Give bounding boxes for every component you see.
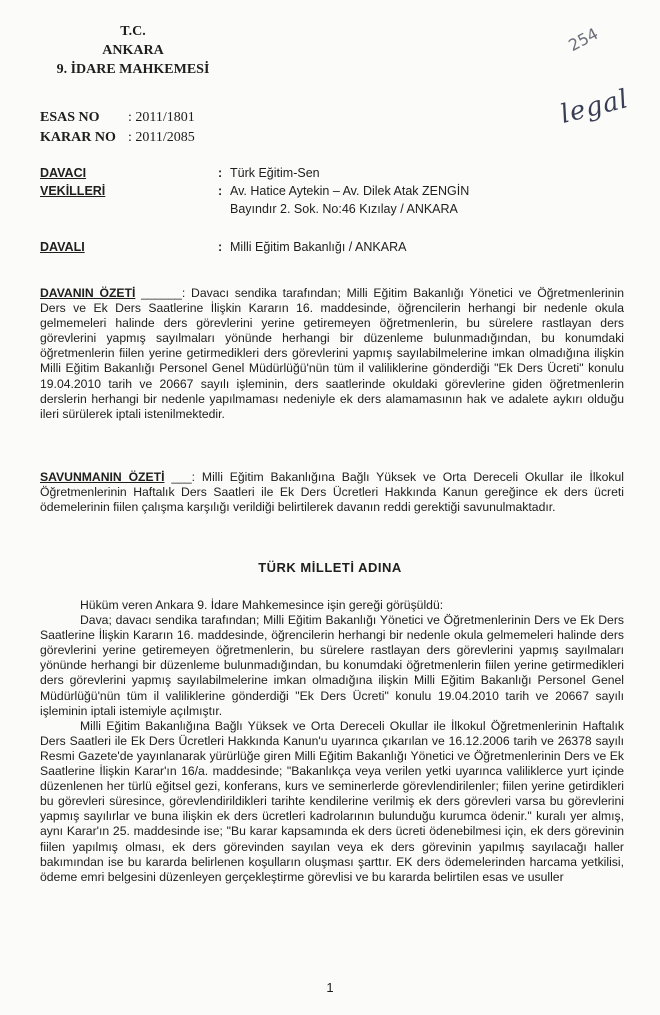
parties-block [40, 166, 640, 258]
body-paragraph: Dava; davacı sendika tarafından; Milli Eğitim Bakanlığı Yönetici ve Öğretmenlerinin Ders ve Ek Ders Saatlerine İlişkin Kararın 16. maddesinde, öğrencilerin herhangi bir nedenle okula gelmemeleri halinde ders görevlerini yerine getiremeyen öğretmenlerin, bu sürelere rastlayan ders görevlerini yapmış sayılmaları yönünde herhangi bir düzenleme bulunmadığından, bu konumdaki öğretmenlerin fiilen yerine getirmedikleri ders görevlerini yapmış sayılabilmelerine imkan olmadığına ilişkin Milli Eğitim Bakanlığı Personel Genel Müdürlüğü'nün tüm il valiliklerine gönderdiği "Ek Ders Ücreti" konulu 19.04.2010 tarih ve 20667 sayılı işleminin iptali istemiyle açılmıştır. [40, 613, 624, 718]
colon: ___: [164, 470, 202, 484]
esas-value: : 2011/1801 [128, 110, 195, 125]
colon: ______: [135, 286, 192, 300]
case-numbers [40, 108, 195, 148]
davaci-row [40, 166, 640, 184]
vekilleri-label: VEKİLLERİ [40, 184, 106, 198]
header-tc: T.C. [120, 24, 146, 39]
karar-row [40, 128, 195, 148]
vekilleri-row [40, 184, 640, 202]
defense-summary-label: SAVUNMANIN ÖZETİ [40, 470, 165, 484]
karar-label: KARAR NO [40, 130, 116, 145]
esas-label: ESAS NO [40, 110, 100, 125]
header-city: ANKARA [102, 43, 164, 58]
court-header [28, 22, 238, 79]
davaci-label: DAVACI [40, 166, 87, 180]
defense-summary-text: Milli Eğitim Bakanlığına Bağlı Yüksek ve Orta Dereceli Okullar ile İlkokul Öğretmenlerinin Haftalık Ders Saatleri ile Ek Ders Ücretleri Hakkında Kanun gereğince ek ders ücreti ödemelerinin fiilen çalışma karşılığı verildiği belirtilerek davanın reddi gerektiği savunulmaktadır. [40, 470, 624, 515]
defense-summary [40, 470, 624, 515]
page-number: 1 [326, 980, 334, 995]
judgment-title: TÜRK MİLLETİ ADINA [258, 560, 402, 575]
body-paragraph: Milli Eğitim Bakanlığına Bağlı Yüksek ve Orta Dereceli Okullar ile İlkokul Öğretmenlerinin Haftalık Ders Saatleri ile Ek Ders Ücretleri Hakkında Kanun'u uyarınca çıkarılan ve 16.12.2006 tarih ve 26378 sayılı Resmi Gazete'de yayınlanarak yürürlüğe giren Milli Eğitim Bakanlığı Yönetici ve Öğretmenlerinin Ders ve Ek Saatlerine İlişkin Karar'ın 16/a. maddesinde; "Bakanlıkça veya verilen yetki uyarınca valiliklerce yurt içinde düzenlenen her türlü eğitsel gezi, konferans, kurs ve seminerlerde görevlendirilenler; fiilen yerine getirdikleri bu görevleri süresince, görevlendirildikleri tarihte kendilerine verilmiş ek ders görevleri varsa bu görevlerini yapmış sayılırlar ve buna ilişkin ek ders ücretleri kadrolarının bulunduğu kurumca ödenir." kuralı yer almış, aynı Karar'ın 25. maddesinde ise; "Bu karar kapsamında ek ders ücreti ödenebilmesi için, ek ders görevinin fiilen yapılmış olması, ek ders görevinden sayılan veya ek ders görevinin yapılmış sayılacağı haller bakımından ise bu kararda belirlenen koşulların oluşması şarttır. EK ders ödemelerinden harcama yetkilisi, ödeme emri belgesini düzenleyen gerçekleştirme görevlisi ve bu kararda belirtilen esas ve usuller [40, 718, 624, 884]
esas-row [40, 108, 195, 128]
claim-summary [40, 286, 624, 422]
claim-summary-text: Davacı sendika tarafından; Milli Eğitim Bakanlığı Yönetici ve Öğretmenlerinin Ders ve Ek Ders Saatlerine İlişkin Kararın 16. maddesinde, öğrencilerin herhangi bir nedenle okula gelmemeleri halinde ders görevlerini yerine getiremeyen öğretmenlerin, bu sürelere rastlayan ders görevlerini yapmış sayılmaları yönünde herhangi bir düzenleme bulunmadığından, bu konumdaki öğretmenlerin fiilen yerine getirmedikleri ders görevlerini yapmış sayılabilmelerine imkan olmadığına ilişkin Milli Eğitim Bakanlığı Personel Genel Müdürlüğü'nün tüm il valiliklerine gönderdiği "Ek Ders Ücreti" konulu 19.04.2010 tarih ve 20667 sayılı işleminin, ders saatlerinde okuldaki görevlerine giden öğretmenlerin derslerin herhangi bir nedenle yapılmaması nedeniyle ek ders alamamasının hak ve adalete aykırı olduğu ileri sürülerek iptali istenilmektedir. [40, 286, 624, 421]
header-court-name: 9. İDARE MAHKEMESİ [56, 62, 210, 77]
vekilleri-address-row [40, 202, 640, 220]
handwritten-page-note: 254 [565, 23, 602, 56]
colon: : [218, 240, 223, 254]
body-paragraph: Hüküm veren Ankara 9. İdare Mahkemesince işin gereği görüşüldü: [80, 598, 444, 612]
colon: : [218, 166, 223, 180]
karar-value: : 2011/2085 [128, 130, 195, 145]
claim-summary-label: DAVANIN ÖZETİ [40, 286, 136, 300]
davali-value: Milli Eğitim Bakanlığı / ANKARA [230, 240, 407, 254]
davaci-value: Türk Eğitim-Sen [230, 166, 320, 180]
handwritten-signature-note: legal [557, 84, 632, 130]
judgment-body [40, 598, 624, 885]
davali-row [40, 240, 640, 258]
vekilleri-address: Bayındır 2. Sok. No:46 Kızılay / ANKARA [230, 202, 458, 216]
davali-label: DAVALI [40, 240, 85, 254]
colon: : [218, 184, 223, 198]
vekilleri-value: Av. Hatice Aytekin – Av. Dilek Atak ZENGİN [230, 184, 470, 198]
